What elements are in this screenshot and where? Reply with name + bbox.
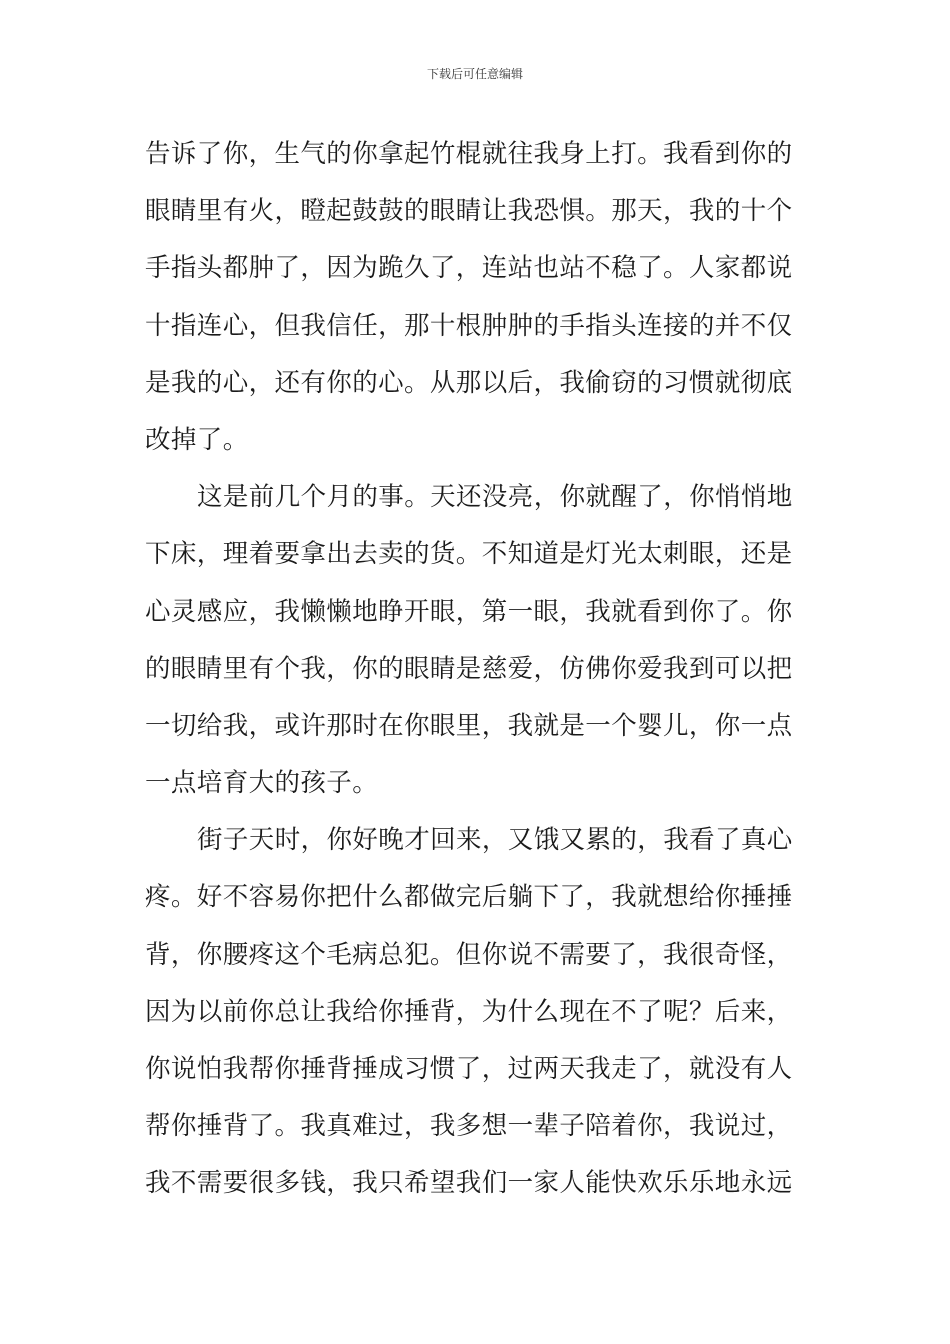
text-line: 眼睛里有火，瞪起鼓鼓的眼睛让我恐惧。那天，我的十个 bbox=[145, 196, 793, 227]
text-line: 改掉了。 bbox=[145, 424, 249, 455]
text-line: 街子天时，你好晚才回来，又饿又累的，我看了真心 bbox=[197, 825, 793, 856]
text-line: 的眼睛里有个我，你的眼睛是慈爱，仿佛你爱我到可以把 bbox=[145, 653, 793, 684]
text-line: 一点培育大的孩子。 bbox=[145, 768, 379, 799]
text-line: 十指连心，但我信任，那十根肿肿的手指头连接的并不仅 bbox=[145, 310, 793, 341]
text-line: 你说怕我帮你捶背捶成习惯了，过两天我走了，就没有人 bbox=[145, 1054, 793, 1084]
page-header: 下载后可任意编辑 bbox=[426, 67, 523, 81]
text-line: 下床，理着要拿出去卖的货。不知道是灯光太刺眼，还是 bbox=[145, 539, 793, 570]
text-line: 手指头都肿了，因为跪久了，连站也站不稳了。人家都说 bbox=[145, 253, 793, 284]
text-line: 心灵感应，我懒懒地睁开眼，第一眼，我就看到你了。你 bbox=[145, 596, 793, 627]
text-line: 因为以前你总让我给你捶背，为什么现在不了呢？后来， bbox=[145, 996, 793, 1027]
text-line: 我不需要很多钱，我只希望我们一家人能快欢乐乐地永远 bbox=[145, 1168, 793, 1199]
document-body bbox=[145, 126, 809, 1213]
text-line: 帮你捶背了。我真难过，我多想一辈子陪着你，我说过， bbox=[145, 1111, 793, 1142]
text-line: 疼。好不容易你把什么都做完后躺下了，我就想给你捶捶 bbox=[145, 882, 793, 913]
text-line: 是我的心，还有你的心。从那以后，我偷窃的习惯就彻底 bbox=[145, 367, 793, 398]
text-line: 背，你腰疼这个毛病总犯。但你说不需要了，我很奇怪， bbox=[145, 939, 793, 970]
text-line: 告诉了你，生气的你拿起竹棍就往我身上打。我看到你的 bbox=[145, 139, 793, 169]
text-line: 这是前几个月的事。天还没亮，你就醒了，你悄悄地 bbox=[197, 482, 793, 513]
text-line: 一切给我，或许那时在你眼里，我就是一个婴儿，你一点 bbox=[145, 710, 793, 741]
